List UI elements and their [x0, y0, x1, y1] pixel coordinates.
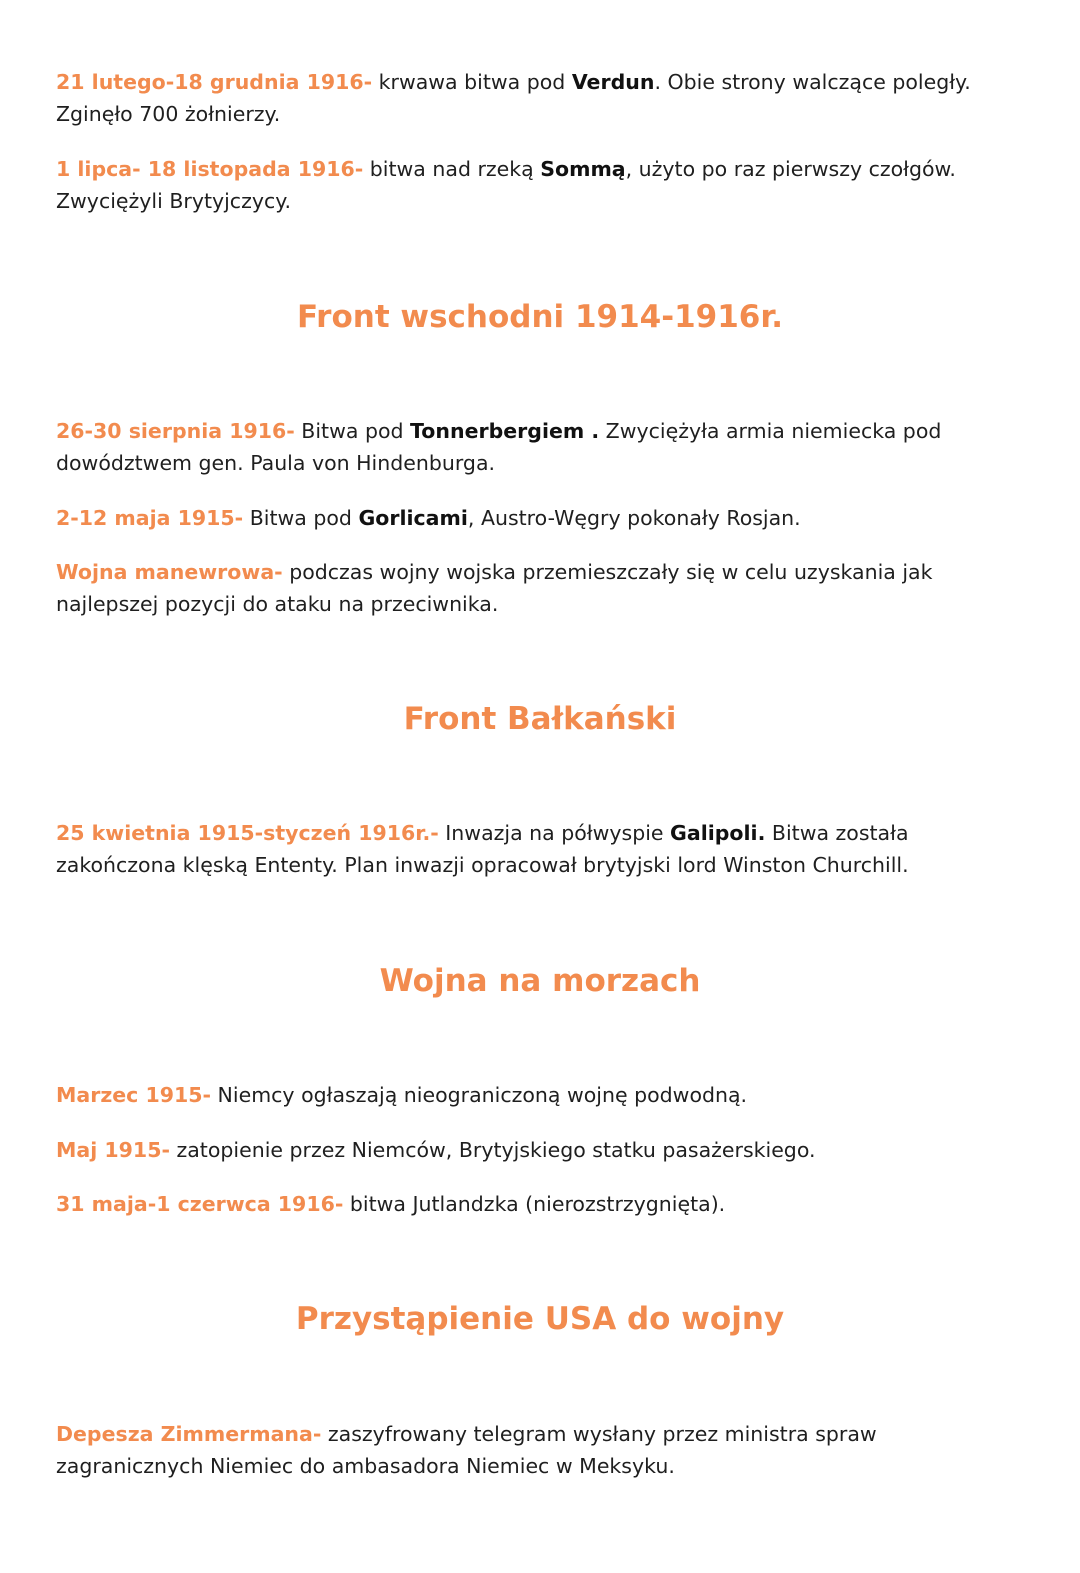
entry-text: krwawa bitwa pod [372, 70, 572, 94]
entry-maneuver-war [56, 556, 1026, 620]
entry-date: Marzec 1915- [56, 1083, 212, 1107]
entry-verdun [56, 66, 1026, 130]
entry-date: Depesza Zimmermana- [56, 1422, 322, 1446]
entry-text: Bitwa pod [294, 419, 411, 443]
entry-keyword: Tonnerbergiem . [410, 419, 600, 443]
entry-date: 1 lipca- 18 listopada 1916- [56, 157, 364, 181]
entry-keyword: Verdun [571, 70, 655, 94]
entry-text: podczas wojny wojska przemieszczały się w celu uzyskania jak najlepszej pozycji do ataku na przeciwnika. [56, 560, 933, 616]
heading-balkan-front: Front Bałkański [403, 701, 677, 737]
entry-tannenberg [56, 415, 1026, 479]
entry-text: Bitwa pod [243, 506, 359, 530]
entry-date: Wojna manewrowa- [56, 560, 283, 584]
entry-text: Niemcy ogłaszają nieograniczoną wojnę podwodną. [211, 1083, 748, 1107]
entry-text-rest: . Obie strony walczące poległy. Zginęło 700 żołnierzy. [56, 70, 971, 126]
heading-war-at-sea: Wojna na morzach [379, 963, 701, 999]
entry-text: bitwa Jutlandzka (nierozstrzygnięta). [343, 1192, 726, 1216]
entry-keyword: Gorlicami [358, 506, 468, 530]
entry-text-rest: , Austro-Węgry pokonały Rosjan. [467, 506, 801, 530]
entry-text-rest: Zwyciężyła armia niemiecka pod dowództwem gen. Paula von Hindenburga. [56, 419, 942, 475]
entry-jutland [56, 1188, 1026, 1220]
entry-text: Inwazja na półwyspie [438, 821, 671, 845]
entry-lusitania [56, 1134, 1026, 1166]
entry-gallipoli [56, 817, 1026, 881]
heading-eastern-front: Front wschodni 1914-1916r. [296, 299, 784, 335]
entry-text: zatopienie przez Niemców, Brytyjskiego statku pasażerskiego. [169, 1138, 816, 1162]
entry-date: 21 lutego-18 grudnia 1916- [56, 70, 373, 94]
entry-text: zaszyfrowany telegram wysłany przez ministra spraw zagranicznych Niemiec do ambasadora Niemiec w Meksyku. [56, 1422, 877, 1478]
entry-date: 2-12 maja 1915- [56, 506, 244, 530]
heading-usa-entry: Przystąpienie USA do wojny [295, 1301, 785, 1337]
entry-gorlice [56, 502, 1026, 534]
entry-date: 25 kwietnia 1915-styczeń 1916r.- [56, 821, 439, 845]
entry-keyword: Sommą [540, 157, 626, 181]
entry-text-rest: , użyto po raz pierwszy czołgów. Zwyciężyli Brytyjczycy. [56, 157, 956, 213]
entry-date: 31 maja-1 czerwca 1916- [56, 1192, 344, 1216]
entry-keyword: Galipoli. [670, 821, 766, 845]
entry-zimmermann-telegram [56, 1418, 1026, 1482]
entry-text-rest: Bitwa została zakończona klęską Ententy. Plan inwazji opracował brytyjski lord Winston Churchill. [56, 821, 909, 877]
entry-date: Maj 1915- [56, 1138, 170, 1162]
entry-text: bitwa nad rzeką [363, 157, 541, 181]
entry-date: 26-30 sierpnia 1916- [56, 419, 295, 443]
entry-unrestricted-submarine [56, 1079, 1026, 1111]
entry-somme [56, 153, 1026, 217]
